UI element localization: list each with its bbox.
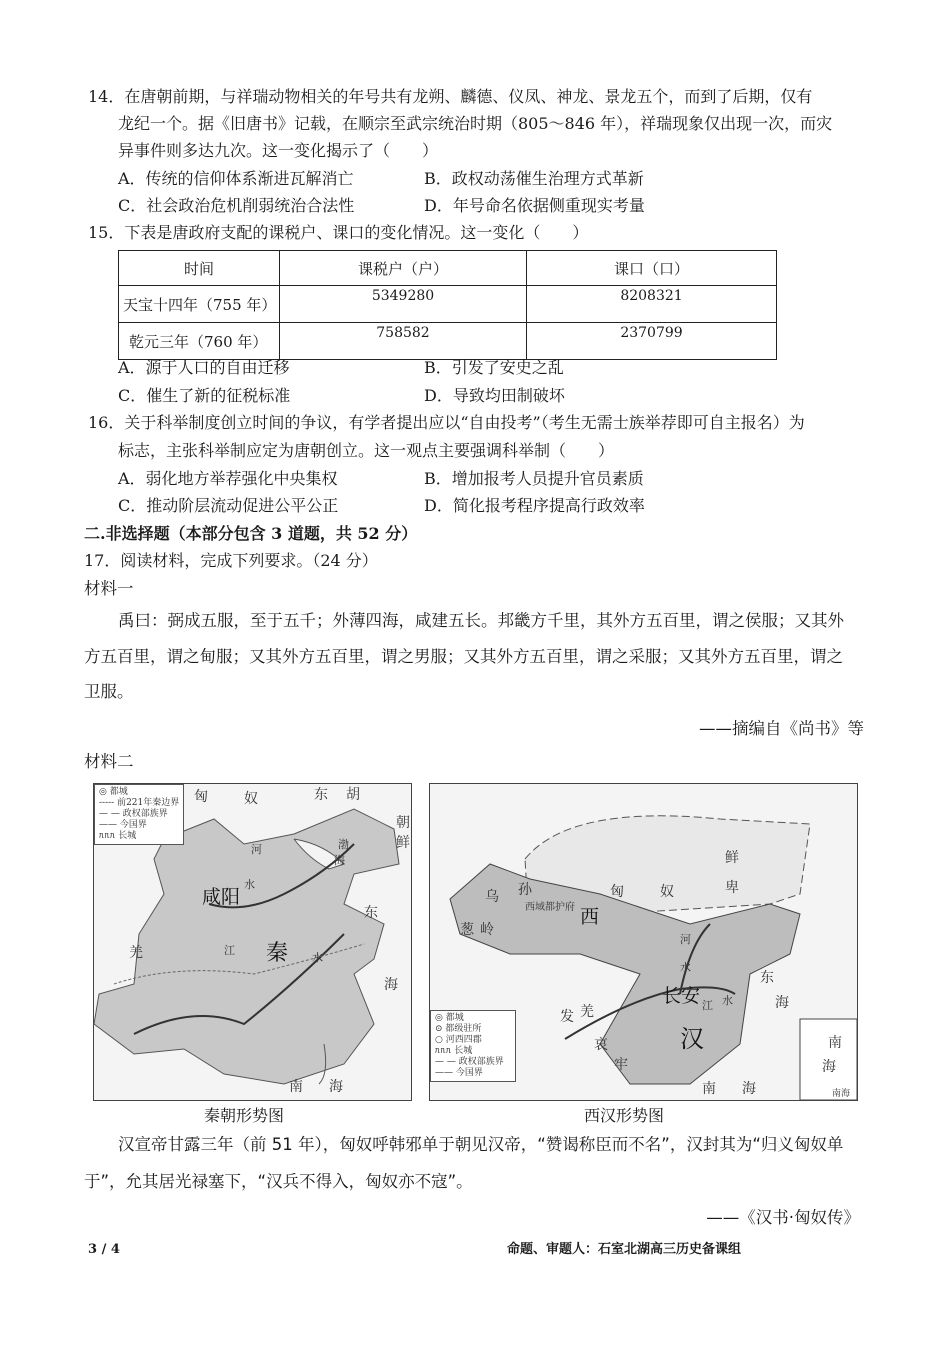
q14-option-d[interactable]: D．年号命名依据侧重现实考量 [424, 196, 645, 215]
q16-stem: 16．关于科举制度创立时间的争议，有学者提出应以“自由投考”（考生无需士族举荐即可自主报名）为 [88, 413, 805, 432]
material-1-title: 材料一 [84, 579, 134, 598]
q15-option-d[interactable]: D．导致均田制破坏 [424, 386, 565, 405]
q14-option-b[interactable]: B．政权动荡催生治理方式革新 [424, 169, 644, 188]
map-label: 渤 [338, 838, 349, 851]
city-label-changan: 长安 [662, 985, 701, 1007]
map-label: 奴 [660, 884, 674, 900]
map-label: 江 [224, 944, 235, 957]
legend-item: ◎ 都城 [435, 1013, 464, 1023]
map-label: 乌 [485, 889, 499, 905]
map-label: 水 [680, 961, 691, 974]
map-label: 岭 [480, 922, 494, 938]
table-header: 课口（口） [527, 251, 777, 286]
han-map-legend [430, 1010, 516, 1082]
legend-item: —— 今国界 [99, 820, 147, 830]
qin-dynasty-map [93, 783, 412, 1101]
map-label: 河 [680, 933, 691, 946]
map-label: 海 [384, 977, 398, 993]
map-label: 海 [775, 995, 789, 1011]
q16-stem: 标志，主张科举制应定为唐朝创立。这一观点主要强调科举制（ ） [118, 441, 615, 460]
legend-item: — — 政权部族界 [435, 1057, 504, 1067]
legend-item: ᥰᥰᥰ 长城 [99, 831, 137, 841]
legend-item: ᥰᥰᥰ 长城 [435, 1046, 473, 1056]
map-label: 海 [742, 1081, 756, 1097]
qin-map-caption: 秦朝形势图 [204, 1106, 285, 1125]
map-label: 海 [334, 854, 345, 867]
q14-stem: 14．在唐朝前期，与祥瑞动物相关的年号共有龙朔、麟德、仪凤、神龙、景龙五个，而到了后期，仅有 [88, 87, 813, 106]
map-label: 河 [251, 843, 262, 856]
material-2-source: ——《汉书·匈奴传》 [706, 1208, 860, 1227]
table-cell: 758582 [280, 323, 527, 360]
legend-item: — — 政权部族界 [99, 809, 168, 819]
q16-option-d[interactable]: D．简化报考程序提高行政效率 [424, 496, 645, 515]
legend-item: ○ 河西四郡 [435, 1035, 482, 1045]
map-label: 朝 [396, 815, 410, 831]
material-1-source: ——摘编自《尚书》等 [699, 719, 864, 738]
table-cell: 乾元三年（760 年） [119, 323, 280, 360]
map-label: 羌 [580, 1004, 594, 1020]
map-label: 水 [722, 994, 733, 1007]
map-label: 孙 [518, 882, 532, 898]
table-cell: 8208321 [527, 286, 777, 323]
qin-map-legend [94, 784, 184, 845]
map-label: 胡 [346, 787, 360, 803]
table-cell: 5349280 [280, 286, 527, 323]
map-label: 匈 [194, 789, 208, 805]
map-label: 海 [329, 1079, 343, 1095]
western-han-map [429, 783, 858, 1101]
table-row [119, 323, 777, 360]
q16-option-c[interactable]: C．推动阶层流动促进公平公正 [118, 496, 339, 515]
q15-option-a[interactable]: A．源于人口的自由迁移 [118, 358, 290, 377]
q15-option-b[interactable]: B．引发了安史之乱 [424, 358, 564, 377]
q14-option-a[interactable]: A．传统的信仰体系渐进瓦解消亡 [118, 169, 354, 188]
q15-option-c[interactable]: C．催生了新的征税标准 [118, 386, 291, 405]
table-cell: 2370799 [527, 323, 777, 360]
q15-table [118, 250, 777, 360]
map-label: 奴 [244, 791, 258, 807]
map-label: 鲜 [396, 835, 410, 851]
material-1-text: 方五百里，谓之甸服；又其外方五百里，谓之男服；又其外方五百里，谓之采服；又其外方五百里，谓之 [84, 647, 843, 666]
legend-item: —— 今国界 [435, 1068, 483, 1078]
q15-stem: 15．下表是唐政府支配的课税户、课口的变化情况。这一变化（ ） [88, 223, 589, 242]
q17-stem: 17．阅读材料，完成下列要求。（24 分） [84, 551, 378, 570]
q16-option-b[interactable]: B．增加报考人员提升官员素质 [424, 469, 644, 488]
map-label: 东 [364, 905, 378, 921]
map-label: 东 [314, 787, 328, 803]
map-label: 葱 [460, 922, 474, 938]
map-label: 南 [828, 1035, 842, 1051]
han-map-caption: 西汉形势图 [584, 1106, 665, 1125]
city-label-xianyang: 咸阳 [202, 886, 241, 908]
q14-option-c[interactable]: C．社会政治危机削弱统治合法性 [118, 196, 355, 215]
map-label: 海 [822, 1059, 836, 1075]
legend-item: ----- 前221年秦边界 [99, 798, 180, 808]
material-2-title: 材料二 [84, 752, 134, 771]
material-1-text: 禹曰：弼成五服，至于五千；外薄四海，咸建五长。邦畿方千里，其外方五百里，谓之侯服；又其外 [118, 611, 844, 630]
table-row [119, 286, 777, 323]
legend-item: ⊙ 都级驻所 [435, 1024, 482, 1034]
map-label: 卑 [725, 880, 739, 896]
map-label: 匈 [610, 884, 624, 900]
map-label: 牢 [614, 1057, 628, 1073]
map-label: 水 [244, 878, 255, 891]
q14-stem: 龙纪一个。据《旧唐书》记载，在顺宗至武宗统治时期（805～846 年），祥瑞现象仅出现一次，而灾 [118, 114, 833, 133]
table-header: 时间 [119, 251, 280, 286]
material-2-text: 于”，允其居光禄塞下，“汉兵不得入，匈奴亦不寇”。 [84, 1172, 473, 1191]
footer-authors: 命题、审题人：石室北湖高三历史备课组 [507, 1242, 742, 1257]
map-label: 汉 [680, 1025, 704, 1053]
table-cell: 天宝十四年（755 年） [119, 286, 280, 323]
map-label: 南 [702, 1081, 716, 1097]
map-label: 秦 [266, 941, 289, 966]
map-label: 羌 [129, 945, 143, 961]
map-label: 南海 [832, 1089, 851, 1099]
map-label: 东 [760, 970, 774, 986]
map-label: 鲜 [725, 850, 739, 866]
page-number: 3 / 4 [88, 1242, 120, 1257]
legend-item: ◎ 都城 [99, 787, 128, 797]
section-heading: 二.非选择题（本部分包含 3 道题，共 52 分） [84, 524, 418, 543]
material-1-text: 卫服。 [84, 682, 134, 701]
map-label: 水 [312, 951, 323, 964]
map-label: 发 [560, 1009, 574, 1025]
q16-option-a[interactable]: A．弱化地方举荐强化中央集权 [118, 469, 338, 488]
material-2-text: 汉宣帝甘露三年（前 51 年），匈奴呼韩邪单于朝见汉帝，“赞谒称臣而不名”，汉封其为“归义匈奴单 [118, 1135, 844, 1154]
map-label: 江 [702, 999, 713, 1012]
map-label: 哀 [594, 1037, 608, 1053]
map-label: 西 [580, 906, 600, 928]
q14-stem: 异事件则多达九次。这一变化揭示了（ ） [118, 141, 439, 160]
table-header: 课税户（户） [280, 251, 527, 286]
map-label: 西域都护府 [525, 902, 575, 913]
map-label: 南 [289, 1079, 303, 1095]
